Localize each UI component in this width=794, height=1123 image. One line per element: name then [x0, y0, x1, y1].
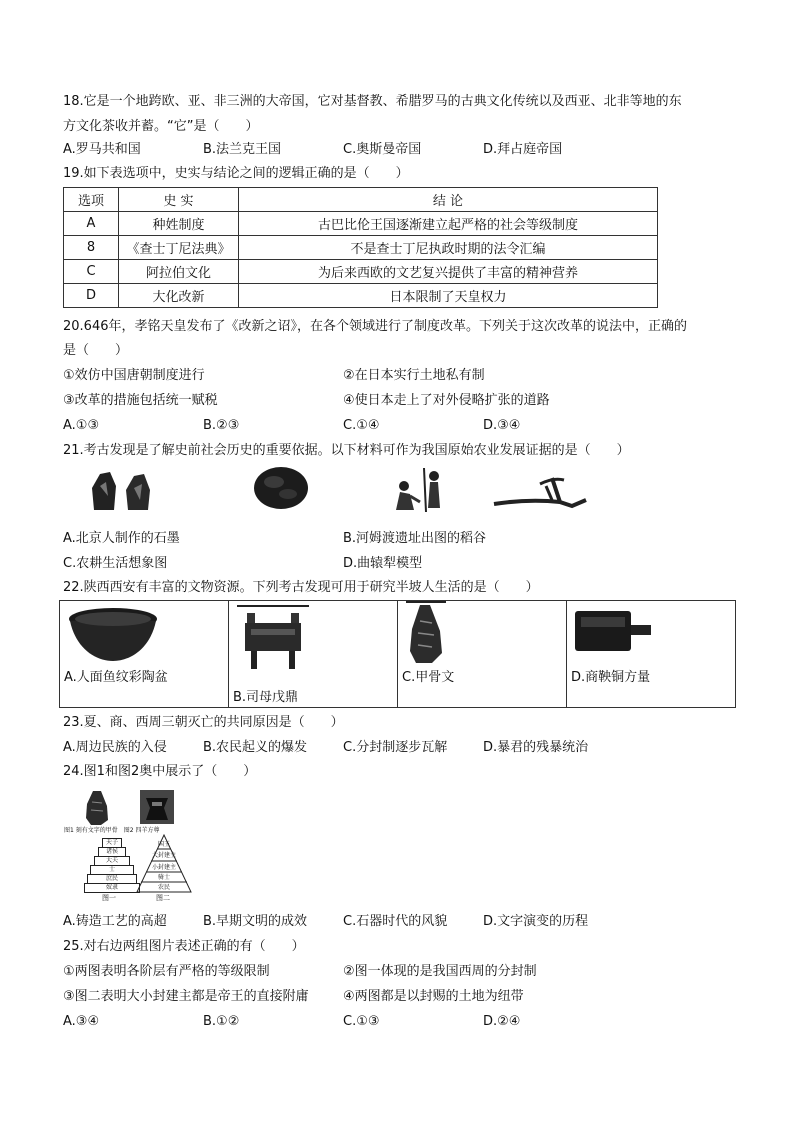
pyramid-one-label: 图一 [102, 894, 116, 902]
table-cell: 阿拉伯文化 [119, 260, 239, 284]
oracle-bone-figure-image [84, 790, 110, 826]
pyramid-one-level: 诸侯 [98, 847, 126, 857]
q25-item-3: ③图二表明大小封建主都是帝王的直接附庸 [63, 989, 309, 1004]
oracle-bone-image [406, 601, 446, 665]
table-cell: 为后来西欧的文艺复兴提供了丰富的精神营养 [239, 260, 658, 284]
q23-stem: 23.夏、商、西周三朝灭亡的共同原因是（ ） [63, 715, 344, 730]
table-header-row [64, 188, 658, 212]
q19-table [63, 187, 658, 308]
q21-option-c[interactable]: C.农耕生活想象图 [63, 556, 168, 571]
table-cell: D [64, 284, 119, 308]
q22-cell-c[interactable] [398, 601, 567, 707]
q21-option-b[interactable]: B.河姆渡遗址出图的稻谷 [343, 531, 487, 546]
table-cell: 大化改新 [119, 284, 239, 308]
q25-option-c[interactable]: C.①③ [343, 1014, 380, 1029]
table-cell: 种姓制度 [119, 212, 239, 236]
q20-option-c[interactable]: C.①④ [343, 418, 380, 433]
q23-option-b[interactable]: B.农民起义的爆发 [203, 740, 308, 755]
rice-grain-image [252, 466, 310, 510]
table-cell: A [64, 212, 119, 236]
stone-tools-image [88, 466, 158, 512]
q22-image-options [59, 600, 736, 708]
q25-option-a[interactable]: A.③④ [63, 1014, 100, 1029]
q20-item-3: ③改革的措施包括统一赋税 [63, 393, 218, 408]
pyramid-two-diagram [136, 834, 192, 894]
q24-option-b[interactable]: B.早期文明的成效 [203, 914, 308, 929]
q23-option-a[interactable]: A.周边民族的入侵 [63, 740, 167, 755]
q24-option-d[interactable]: D.文字演变的历程 [483, 914, 589, 929]
q20-option-d[interactable]: D.③④ [483, 418, 521, 433]
q21-stem: 21.考古发现是了解史前社会历史的重要依据。以下材料可作为我国原始农业发展证据的是（ ） [63, 443, 630, 458]
q24-option-c[interactable]: C.石器时代的风貌 [343, 914, 448, 929]
q18-option-d[interactable]: D.拜占庭帝国 [483, 142, 563, 157]
q24-stem: 24.图1和图2奥中展示了（ ） [63, 764, 257, 779]
bronze-ding-image [237, 605, 309, 671]
q24-figure-caption: 图1 刻有文字的甲骨 图2 四羊方尊 [64, 827, 160, 834]
table-cell: 不是查士丁尼执政时期的法令汇编 [239, 236, 658, 260]
q21-option-d[interactable]: D.曲辕犁模型 [343, 556, 423, 571]
q23-option-c[interactable]: C.分封制逐步瓦解 [343, 740, 448, 755]
q22-cell-b[interactable] [229, 601, 398, 707]
q20-item-4: ④使日本走上了对外侵略扩张的道路 [343, 393, 550, 408]
q25-option-d[interactable]: D.②④ [483, 1014, 521, 1029]
table-cell: 《查士丁尼法典》 [119, 236, 239, 260]
q24-option-a[interactable]: A.铸造工艺的高超 [63, 914, 167, 929]
q25-option-b[interactable]: B.①② [203, 1014, 240, 1029]
q22-option-a: A.人面鱼纹彩陶盆 [64, 670, 168, 685]
q18-option-b[interactable]: B.法兰克王国 [203, 142, 282, 157]
pyramid-two-level: 小封建主 [151, 864, 176, 871]
q22-cell-a[interactable] [60, 601, 229, 707]
q22-option-c: C.甲骨文 [402, 670, 455, 685]
pyramid-one-level: 天子 [102, 838, 122, 848]
q25-item-1: ①两图表明各阶层有严格的等级限制 [63, 964, 270, 979]
q20-stem-line2: 是（ ） [63, 343, 129, 358]
q25-item-2: ②图一体现的是我国西周的分封制 [343, 964, 537, 979]
q18-stem-line1: 18.它是一个地跨欧、亚、非三洲的大帝国，它对基督教、希腊罗马的古典文化传统以及西亚、北非等地的东 [63, 94, 682, 109]
pyramid-one-level: 士 [90, 865, 134, 875]
q22-stem: 22.陕西西安有丰富的文物资源。下列考古发现可用于研究半坡人生活的是（ ） [63, 580, 539, 595]
painted-pottery-basin-image [66, 605, 160, 663]
q22-option-d: D.商鞅铜方量 [571, 670, 651, 685]
q20-option-b[interactable]: B.②③ [203, 418, 240, 433]
q18-stem-line2: 方文化茶收并蓄。“它”是（ ） [63, 119, 259, 134]
table-cell: C [64, 260, 119, 284]
table-header: 史 实 [119, 188, 239, 212]
pyramid-one-level: 大夫 [94, 856, 130, 866]
table-cell: 日本限制了天皇权力 [239, 284, 658, 308]
pyramid-one-diagram [84, 838, 138, 894]
farming-scene-image [390, 468, 450, 512]
table-header: 结 论 [239, 188, 658, 212]
bronze-square-measure-image [573, 607, 653, 653]
table-row [64, 212, 658, 236]
table-cell: 古巴比伦王国逐渐建立起严格的社会等级制度 [239, 212, 658, 236]
q18-option-c[interactable]: C.奥斯曼帝国 [343, 142, 422, 157]
pyramid-one-level: 庶民 [87, 874, 137, 884]
q22-option-b: B.司母戊鼎 [233, 690, 299, 705]
q25-stem: 25.对右边两组图片表述正确的有（ ） [63, 939, 305, 954]
pyramid-two-label: 图二 [156, 894, 170, 902]
q19-stem: 19.如下表选项中，史实与结论之间的逻辑正确的是（ ） [63, 166, 409, 181]
four-goat-zun-image [140, 790, 174, 824]
q21-option-a[interactable]: A.北京人制作的石墨 [63, 531, 180, 546]
q20-item-1: ①效仿中国唐朝制度进行 [63, 368, 205, 383]
table-row [64, 284, 658, 308]
pyramid-two-level: 骑士 [157, 874, 170, 881]
curved-plow-image [490, 470, 588, 510]
q23-option-d[interactable]: D.暴君的残暴统治 [483, 740, 589, 755]
pyramid-two-level: 国王 [157, 841, 170, 848]
table-row [64, 260, 658, 284]
table-row [64, 236, 658, 260]
q22-cell-d[interactable] [567, 601, 735, 707]
pyramid-two-level: 农民 [157, 884, 170, 891]
pyramid-two-level: 大封建主 [151, 852, 176, 859]
q18-option-a[interactable]: A.罗马共和国 [63, 142, 141, 157]
q20-option-a[interactable]: A.①③ [63, 418, 100, 433]
q20-stem-line1: 20.646年，孝铭天皇发布了《改新之诏》，在各个领域进行了制度改革。下列关于这次改革的说法中，正确的 [63, 319, 687, 334]
table-cell: 8 [64, 236, 119, 260]
pyramid-one-level: 奴隶 [84, 883, 140, 893]
q20-item-2: ②在日本实行土地私有制 [343, 368, 485, 383]
q25-item-4: ④两图都是以封赐的土地为纽带 [343, 989, 524, 1004]
table-header: 选项 [64, 188, 119, 212]
